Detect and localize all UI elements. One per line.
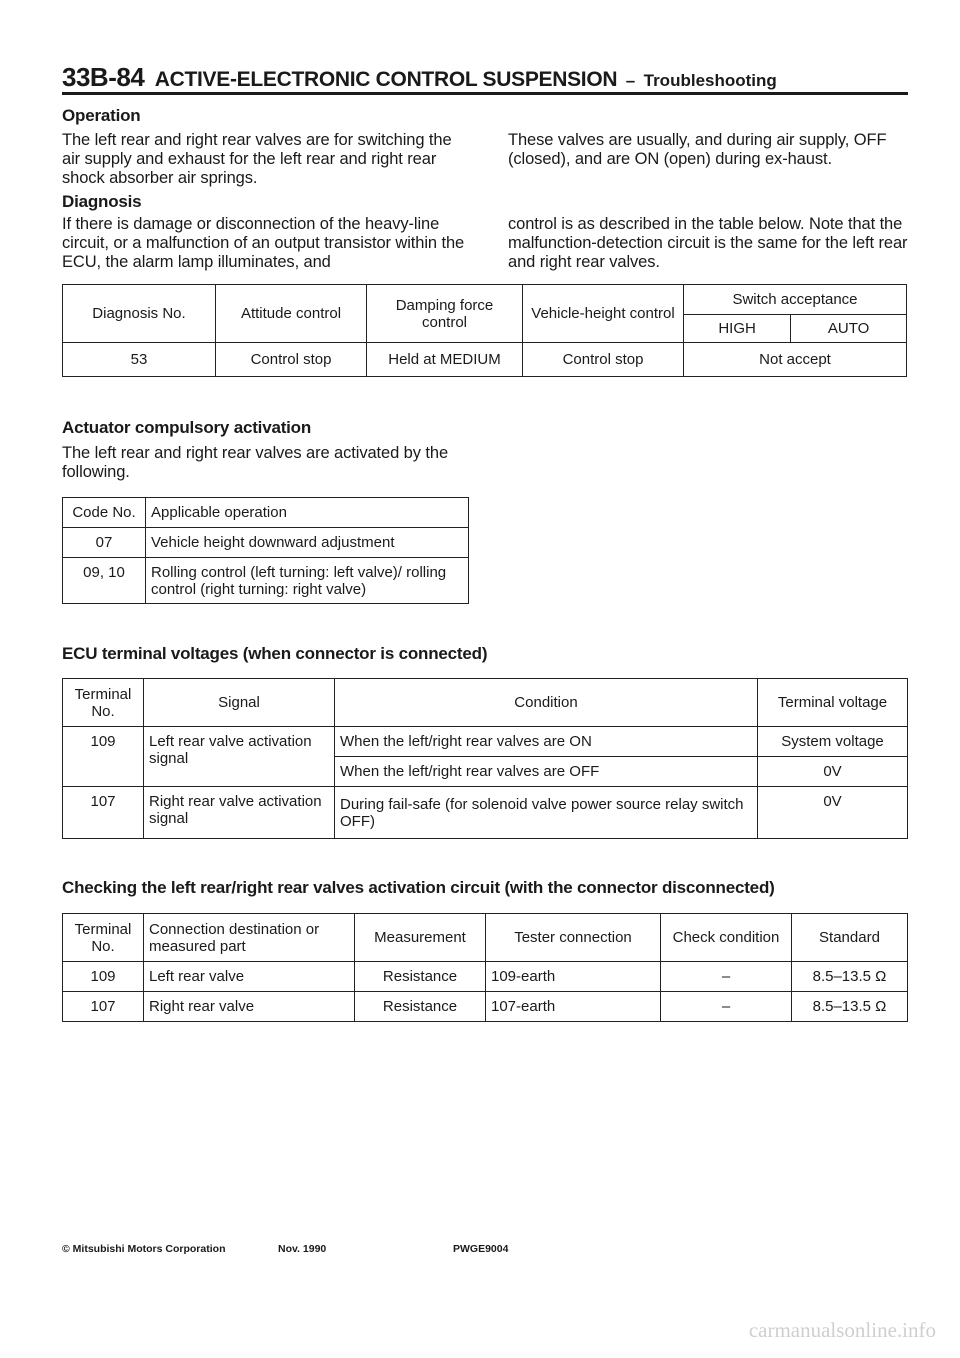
ecu-cell-condition: When the left/right rear valves are ON bbox=[335, 727, 758, 757]
ecu-cell-signal: Left rear valve activation signal bbox=[144, 727, 335, 787]
diag-col-damping: Damping force control bbox=[367, 285, 523, 343]
page-header bbox=[62, 62, 908, 93]
diag-col-high: HIGH bbox=[684, 315, 791, 343]
diag-col-switch: Switch acceptance bbox=[684, 285, 907, 315]
ecu-cell-condition: During fail-safe (for solenoid valve power source relay switch OFF) bbox=[335, 787, 758, 839]
diagnosis-left-text: If there is damage or disconnection of the heavy-line circuit, or a malfunction of an output transistor within the ECU, the alarm lamp illuminates, and bbox=[62, 215, 465, 271]
act-cell-operation: Vehicle height downward adjustment bbox=[146, 528, 469, 558]
diag-col-no: Diagnosis No. bbox=[63, 285, 216, 343]
header-rule bbox=[62, 92, 908, 95]
diag-cell: 53 bbox=[63, 343, 216, 377]
chk-col-condition: Check condition bbox=[661, 914, 792, 962]
ecu-cell-voltage: 0V bbox=[758, 787, 908, 839]
chk-cell: Resistance bbox=[355, 962, 486, 992]
actuator-text: The left rear and right rear valves are activated by the following. bbox=[62, 444, 449, 481]
ecu-cell-voltage: System voltage bbox=[758, 727, 908, 757]
footer-date: Nov. 1990 bbox=[278, 1243, 327, 1255]
ecu-cell-terminal: 109 bbox=[63, 727, 144, 787]
act-col-code: Code No. bbox=[63, 498, 146, 528]
diagnosis-heading: Diagnosis bbox=[62, 192, 142, 211]
footer-code: PWGE9004 bbox=[453, 1243, 509, 1255]
chk-cell: – bbox=[661, 992, 792, 1022]
chk-cell: Left rear valve bbox=[144, 962, 355, 992]
chk-cell: 107 bbox=[63, 992, 144, 1022]
ecu-col-voltage: Terminal voltage bbox=[758, 679, 908, 727]
chk-col-measurement: Measurement bbox=[355, 914, 486, 962]
diag-cell: Not accept bbox=[684, 343, 907, 377]
act-col-operation: Applicable operation bbox=[146, 498, 469, 528]
ecu-cell-condition: When the left/right rear valves are OFF bbox=[335, 757, 758, 787]
operation-right-text: These valves are usually, and during air supply, OFF (closed), and are ON (open) during ex-haust. bbox=[508, 131, 887, 168]
diag-cell: Control stop bbox=[216, 343, 367, 377]
act-cell-code: 07 bbox=[63, 528, 146, 558]
section-title: ACTIVE-ELECTRONIC CONTROL SUSPENSION bbox=[154, 68, 618, 91]
diag-cell: Control stop bbox=[523, 343, 684, 377]
operation-heading: Operation bbox=[62, 106, 141, 125]
ecu-cell-voltage: 0V bbox=[758, 757, 908, 787]
ecu-table bbox=[62, 678, 908, 839]
ecu-col-terminal: Terminal No. bbox=[63, 679, 144, 727]
chk-cell: – bbox=[661, 962, 792, 992]
chk-cell: 109 bbox=[63, 962, 144, 992]
chk-col-tester: Tester connection bbox=[486, 914, 661, 962]
section-code: 33B-84 bbox=[62, 62, 145, 92]
footer-copyright: © Mitsubishi Motors Corporation bbox=[62, 1243, 226, 1255]
ecu-cell-terminal: 107 bbox=[63, 787, 144, 839]
section-subtitle: Troubleshooting bbox=[643, 71, 777, 90]
operation-left-text: The left rear and right rear valves are for switching the air supply and exhaust for the left rear and right rear shock absorber air springs. bbox=[62, 131, 452, 187]
diag-col-auto: AUTO bbox=[791, 315, 907, 343]
diag-col-attitude: Attitude control bbox=[216, 285, 367, 343]
actuator-table bbox=[62, 497, 469, 604]
chk-cell: 109-earth bbox=[486, 962, 661, 992]
diagnosis-right-text: control is as described in the table below. Note that the malfunction-detection circuit is the same for the left rear and right rear valves. bbox=[508, 215, 908, 271]
ecu-col-signal: Signal bbox=[144, 679, 335, 727]
diagnosis-table bbox=[62, 284, 907, 377]
watermark: carmanualsonline.info bbox=[748, 1318, 936, 1342]
act-cell-operation: Rolling control (left turning: left valve)/ rolling control (right turning: right valve) bbox=[146, 558, 469, 604]
ecu-cell-signal: Right rear valve activation signal bbox=[144, 787, 335, 839]
checking-table bbox=[62, 913, 908, 1022]
actuator-heading: Actuator compulsory activation bbox=[62, 418, 312, 437]
chk-cell: 8.5–13.5 Ω bbox=[792, 992, 908, 1022]
act-cell-code: 09, 10 bbox=[63, 558, 146, 604]
header-dash: – bbox=[625, 71, 636, 90]
diag-col-height: Vehicle-height control bbox=[523, 285, 684, 343]
chk-cell: 8.5–13.5 Ω bbox=[792, 962, 908, 992]
chk-cell: Resistance bbox=[355, 992, 486, 1022]
chk-col-destination: Connection destination or measured part bbox=[144, 914, 355, 962]
chk-cell: 107-earth bbox=[486, 992, 661, 1022]
diag-cell: Held at MEDIUM bbox=[367, 343, 523, 377]
chk-col-standard: Standard bbox=[792, 914, 908, 962]
checking-heading: Checking the left rear/right rear valves activation circuit (with the connector disconnected) bbox=[62, 878, 775, 897]
chk-cell: Right rear valve bbox=[144, 992, 355, 1022]
chk-col-terminal: Terminal No. bbox=[63, 914, 144, 962]
ecu-col-condition: Condition bbox=[335, 679, 758, 727]
ecu-heading: ECU terminal voltages (when connector is connected) bbox=[62, 644, 488, 663]
